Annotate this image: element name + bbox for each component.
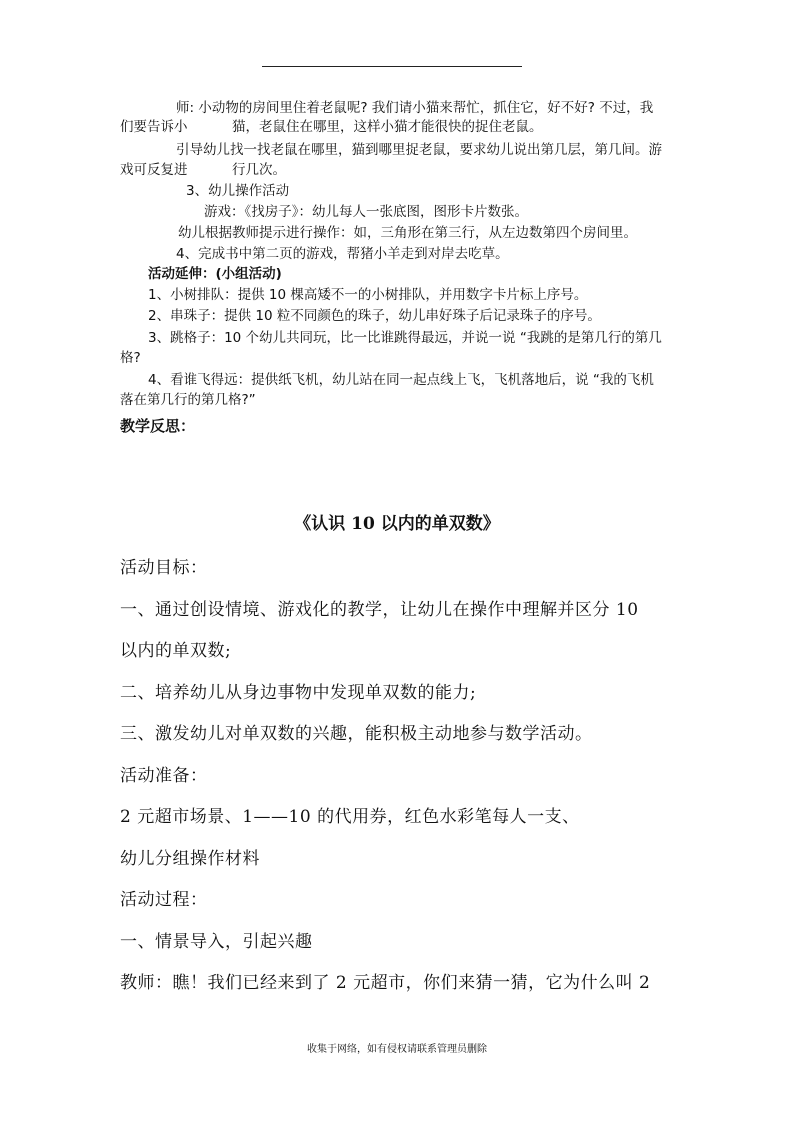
prep-item: 2 元超市场景、1——10 的代用券，红色水彩笔每人一支、: [120, 807, 580, 827]
list-item: 格?: [120, 350, 141, 366]
lesson-title: 《认识 10 以内的单双数》: [294, 514, 500, 534]
paragraph-line: 师: 小动物的房间里住着老鼠呢? 我们请小猫来帮忙，抓住它，好不好? 不过，我: [176, 100, 654, 116]
process-label: 活动过程：: [120, 890, 208, 910]
paragraph-line: 游戏：《找房子》：幼儿每人一张底图，图形卡片数张。: [204, 204, 528, 220]
process-text: 教师：瞧！我们已经来到了 2 元超市，你们来猜一猜，它为什么叫 2: [120, 973, 651, 993]
list-item: 3、跳格子：10 个幼儿共同玩，比一比谁跳得最远，并说一说 “我跳的是第几行的第几: [148, 330, 662, 346]
paragraph-line: 4、完成书中第二页的游戏，帮猪小羊走到对岸去吃草。: [176, 246, 509, 262]
header-rule: [262, 66, 522, 67]
paragraph-line: 行几次。: [232, 162, 286, 178]
goal-item: 一、通过创设情境、游戏化的教学，让幼儿在操作中理解并区分 10: [120, 600, 639, 620]
section-heading: 3、幼儿操作活动: [186, 183, 290, 199]
goal-label: 活动目标：: [120, 558, 208, 578]
paragraph-line: 猫，老鼠住在哪里，这样小猫才能很快的捉住老鼠。: [232, 119, 543, 135]
list-item: 4、看谁飞得远：提供纸飞机，幼儿站在同一起点线上飞，飞机落地后，说 “我的飞机: [148, 372, 654, 388]
goal-item: 三、激发幼儿对单双数的兴趣，能积极主动地参与数学活动。: [120, 724, 593, 744]
paragraph-line: 幼儿根据教师提示进行操作：如，三角形在第三行，从左边数第四个房间里。: [178, 225, 637, 241]
paragraph-line: 戏可反复进: [120, 162, 188, 178]
list-item: 1、小树排队：提供 10 棵高矮不一的小树排队，并用数字卡片标上序号。: [148, 287, 588, 303]
reflection-heading: 教学反思：: [120, 417, 196, 435]
list-item: 落在第几行的第几格?”: [120, 392, 256, 408]
process-step: 一、情景导入，引起兴趣: [120, 932, 313, 952]
prep-item: 幼儿分组操作材料: [120, 849, 260, 869]
goal-item: 二、培养幼儿从身边事物中发现单双数的能力;: [120, 683, 477, 703]
prep-label: 活动准备：: [120, 766, 208, 786]
paragraph-line: 们要告诉小: [120, 119, 188, 135]
goal-item: 以内的单双数;: [120, 641, 232, 661]
list-item: 2、串珠子：提供 10 粒不同颜色的珠子，幼儿串好珠子后记录珠子的序号。: [148, 308, 601, 324]
paragraph-line: 引导幼儿找一找老鼠在哪里，猫到哪里捉老鼠，要求幼儿说出第几层，第几间。游: [176, 142, 662, 158]
page-footer: 收集于网络，如有侵权请联系管理员删除: [307, 1044, 487, 1055]
extension-heading: 活动延伸：(小组活动): [148, 266, 282, 282]
